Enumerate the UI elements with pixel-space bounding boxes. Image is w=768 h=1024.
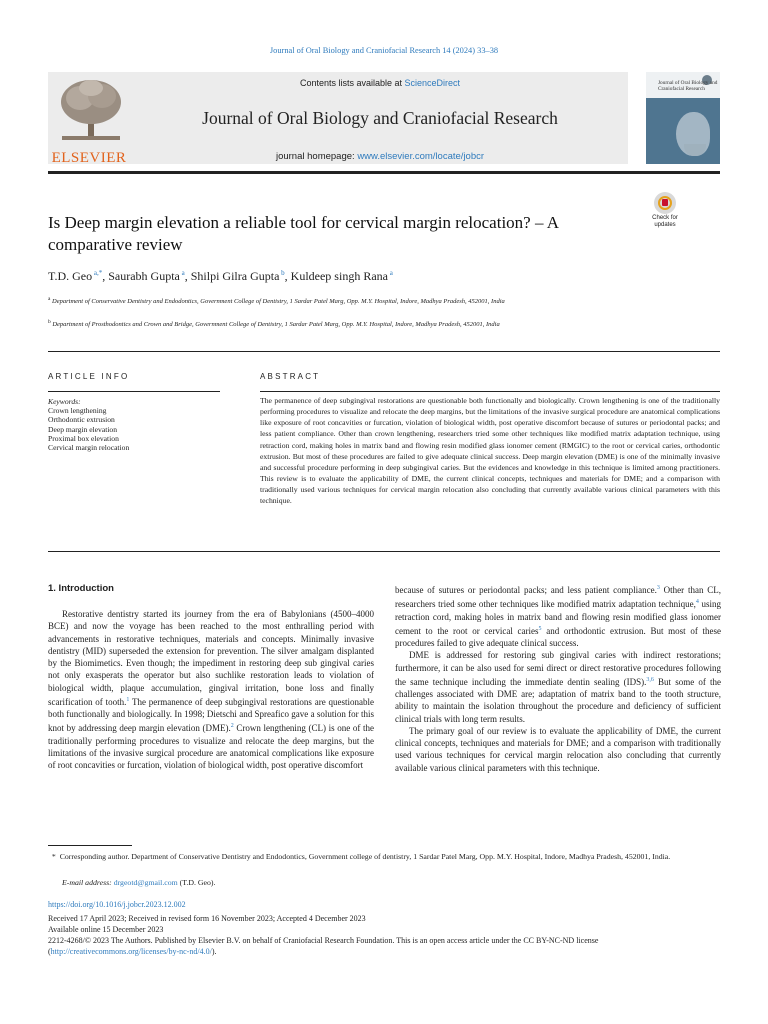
author-separator: ,	[102, 269, 109, 283]
doi-link[interactable]: https://doi.org/10.1016/j.jobcr.2023.12.002	[48, 900, 186, 909]
elsevier-logo	[48, 78, 130, 166]
abstract-divider	[48, 551, 720, 552]
received-dates: Received 17 April 2023; Received in revised form 16 November 2023; Accepted 4 December 2023	[48, 914, 366, 923]
affiliation-a	[48, 295, 648, 306]
email-line	[48, 877, 734, 888]
paragraph-text: and orthodontic extrusion. But most of these procedures failed to give adequate clinical success.	[395, 625, 721, 648]
intro-paragraph	[395, 725, 721, 774]
license-suffix: ).	[211, 947, 217, 956]
paragraph-text: Restorative dentistry started its journey from the era of Babylonians (4500–4000 BCE) and now the voyage has been reached to the most enthralling period with advancements in restorative techniques, materials and concepts. Minimally invasive dentistry (MID) superseded the extension for prevention. The silver amalgam displanted by the Biomimetics. Even though; the impediment in restoring deep sub gingival caries not only exasperats the operator but also suchlike restoration leads to violation of biological width, plaque accumulation, gingival irritation, bone loss and finally scarification of tooth.	[48, 609, 374, 707]
publication-dates	[48, 913, 720, 957]
section-heading-introduction: 1. Introduction	[48, 583, 114, 594]
affiliation-b	[48, 318, 648, 329]
author-name: T.D. Geo	[48, 269, 93, 283]
paragraph-text: because of sutures or periodontal packs; and less patient compliance.	[395, 585, 657, 595]
citation-link[interactable]: 3	[656, 585, 660, 591]
paragraph-text: using retraction cord, making holes in matrix band and flowing resin modified glass ionomer cement to the root or cervical caries	[395, 599, 721, 636]
journal-homepage-line	[140, 151, 620, 162]
keyword-item: Deep margin elevation	[48, 424, 118, 434]
email-suffix: (T.D. Geo).	[177, 878, 216, 887]
author-affiliation-marker[interactable]: a,*	[92, 269, 103, 277]
author-affiliation-marker[interactable]: a	[387, 269, 393, 277]
jaw-icon	[684, 144, 706, 156]
article-info-heading: ARTICLE INFO	[48, 372, 130, 381]
author-affiliation-marker[interactable]: b	[279, 269, 285, 277]
keyword-item: Proximal box elevation	[48, 433, 119, 443]
abstract-rule	[260, 391, 720, 392]
check-updates-label: Check for updates	[652, 215, 678, 228]
author-affiliation-marker[interactable]: a	[179, 269, 185, 277]
paragraph-text: But some of the challenges associated with DME are; adaptation of matrix band to the tooth structure, ability to maintain the isolation throughout the procedure and deficiency of sufficient clinical trials with long term results.	[395, 676, 722, 724]
article-info-rule	[48, 391, 220, 392]
email-link[interactable]: drgeotd@gmail.com	[113, 878, 178, 887]
affiliation-b-text: Department of Prosthodontics and Crown and Bridge, Government College of Dentistry, 1 Sardar Patel Marg, Opp. M.Y. Hospital, Indore, Madhya Pradesh, 452001, India	[52, 321, 500, 329]
journal-title: Journal of Oral Biology and Craniofacial Research	[202, 108, 558, 128]
affiliation-a-text: Department of Conservative Dentistry and Endodontics, Government College of Dentistry, 1 Sardar Patel Marg, Opp. M.Y. Hospital, Indore, Madhya Pradesh, 452001, India	[52, 298, 505, 306]
affiliation-b-marker: b	[48, 319, 51, 325]
citation-link[interactable]: 4	[695, 599, 699, 606]
journal-cover-image	[646, 72, 720, 164]
author-separator: ,	[184, 269, 191, 283]
affiliation-a-marker: a	[48, 296, 51, 302]
email-label: E-mail address:	[62, 878, 112, 887]
asterisk-marker: *	[48, 852, 60, 861]
elsevier-tree-icon	[58, 78, 124, 142]
author-list	[48, 269, 688, 284]
keywords-block	[48, 397, 218, 452]
bookmark-icon	[662, 199, 668, 206]
license-text	[48, 935, 720, 957]
contents-line	[140, 78, 620, 88]
intro-paragraph	[48, 608, 374, 771]
keyword-item: Orthodontic extrusion	[48, 415, 115, 425]
author-name: Kuldeep singh Rana	[290, 269, 388, 283]
online-date: Available online 15 December 2023	[48, 925, 164, 934]
citation-link[interactable]: 1	[126, 696, 130, 703]
intro-right-column	[395, 582, 721, 774]
cover-title: Journal of Oral Biology and Craniofacial Research	[658, 80, 718, 92]
license-prefix: 2212-4268/© 2023 The Authors. Published by Elsevier B.V. on behalf of Craniofacial Research Foundation. This is an open access article under the CC BY-NC-ND license (	[48, 936, 599, 956]
citation-link[interactable]: 2	[230, 723, 234, 730]
homepage-link[interactable]: www.elsevier.com/locate/jobcr	[357, 151, 485, 162]
corresponding-author-note	[48, 851, 720, 862]
paragraph-text: The primary goal of our review is to evaluate the applicability of DME, the current clinical concepts, techniques and materials for DME; and a comparison with traditionally used various techniques for cervical margin relocation also concluding that currently available various clinical parameters with this technique.	[395, 725, 721, 773]
intro-left-column	[48, 608, 374, 771]
header-divider	[48, 351, 720, 352]
author-name: Shilpi Gilra Gupta	[190, 269, 280, 283]
citation-link[interactable]: 3,6	[646, 676, 654, 683]
paragraph-text: The permanence of deep subgingival restorations are questionable both functionally and biologically. In 1998; Dietschi and Spreafico gave a solution for this knot by addressing deep margin elevation (DME).	[48, 696, 375, 734]
footnote-rule	[48, 845, 132, 846]
paragraph-text: Other than CL, researchers tried some other techniques like modified matrix adaptation technique,	[395, 585, 721, 610]
check-for-updates-badge[interactable]	[646, 191, 684, 235]
article-title: Is Deep margin elevation a reliable tool for cervical margin relocation? – A comparative review	[48, 213, 559, 254]
abstract-heading: ABSTRACT	[260, 372, 321, 381]
keyword-item: Crown lengthening	[48, 406, 107, 416]
masthead-rule	[48, 171, 720, 174]
contents-prefix: Contents lists available at	[299, 78, 405, 88]
author-name: Saurabh Gupta	[108, 269, 180, 283]
citation-link[interactable]: 5	[538, 625, 542, 632]
corresponding-author-text: Corresponding author. Department of Conservative Dentistry and Endodontics, Government college of dentistry, 1 Sardar Patel Marg, Opp. M.Y. Hospital, Indore, Madhya Pradesh, 452001, India.	[59, 852, 671, 861]
license-link[interactable]: http://creativecommons.org/licenses/by-nc-nd/4.0/	[50, 947, 212, 956]
paragraph-text: Crown lengthening (CL) is one of the traditionally performing procedures to visualize and relocate the deep margins, but the limitations of the invasive surgical procedure are anatomical complications like exposure of root concavities or furcation, violation of biological width, post operative discomfort	[48, 723, 374, 770]
elsevier-wordmark: ELSEVIER	[51, 150, 127, 166]
journal-citation-line[interactable]: Journal of Oral Biology and Craniofacial Research 14 (2024) 33–38	[269, 46, 499, 55]
intro-paragraph	[395, 649, 721, 725]
author-separator: ,	[284, 269, 291, 283]
intro-paragraph	[395, 582, 721, 649]
abstract-text: The permanence of deep subgingival restorations are questionable both functionally and biologically. Crown lengthening is one of the traditionally performing procedures to visualize and relocate the deep margins, but the limitations of the invasive surgical procedure are anatomical complications like exposure of root concavities or furcation, violation of biological width, post operative discomfort because of sutures or periodontal packs; and less patient compliance. Other than crown lengthening, researchers tried some other techniques like modified matrix adaptation technique, using retraction cord, making holes in matrix band and flowing resin modified glass ionomer cement (RMGIC) to the root or cervical caries, orthodontic extrusion. But most of these procedures are failed to give adequate clinical success. Deep margin elevation (DME) is one of the minimally invasive and successful procedure performing in deep subgingival caries. But the evidences and knowledge in this technique is limited among practitioners. This review is to evaluate the applicability of DME, the current clinical concepts, techniques and materials for DME; and a comparison with traditionally used various techniques for cervical margin relocation also concluding that currently available various clinical parameters with this technique.	[260, 396, 720, 506]
keywords-label: Keywords:	[48, 397, 81, 406]
paragraph-text: DME is addressed for restoring sub gingival caries with indirect restorations; furthermore, it can be also used for semi direct or direct restorative procedures following the same technique including the immediate dentin sealing (IDS).	[395, 650, 721, 687]
homepage-prefix: journal homepage:	[275, 151, 358, 162]
sciencedirect-link[interactable]: ScienceDirect	[404, 78, 461, 88]
keyword-item: Cervical margin relocation	[48, 443, 130, 453]
